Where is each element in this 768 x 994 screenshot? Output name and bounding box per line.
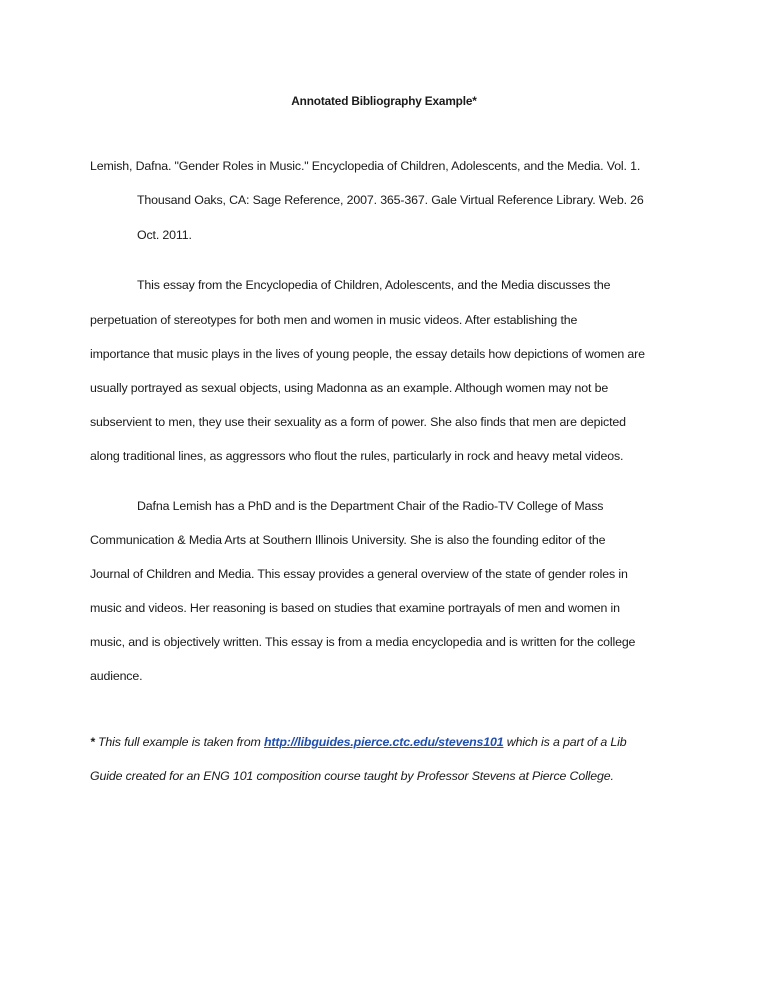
paragraph-1-line-1: This essay from the Encyclopedia of Children, Adolescents, and the Media discusses the (137, 278, 611, 292)
footnote-star: * (90, 735, 95, 749)
citation-line-3: Oct. 2011. (137, 228, 192, 242)
paragraph-1-line-6: along traditional lines, as aggressors who flout the rules, particularly in rock and heavy metal videos. (90, 449, 624, 463)
paragraph-1-line-2: perpetuation of stereotypes for both men and women in music videos. After establishing the (90, 313, 578, 327)
footnote-suffix: which is a part of a Lib (503, 735, 627, 749)
paragraph-1-line-4: usually portrayed as sexual objects, using Madonna as an example. Although women may not be (90, 381, 609, 395)
paragraph-2-line-5: music, and is objectively written. This essay is from a media encyclopedia and is written for the college (90, 635, 636, 649)
paragraph-2-line-4: music and videos. Her reasoning is based on studies that examine portrayals of men and women in (90, 601, 620, 615)
citation-line-2: Thousand Oaks, CA: Sage Reference, 2007. 365-367. Gale Virtual Reference Library. Web. 26 (137, 193, 644, 207)
citation-line-1: Lemish, Dafna. "Gender Roles in Music." Encyclopedia of Children, Adolescents, and the Media. Vol. 1. (90, 159, 641, 173)
paragraph-1-line-3: importance that music plays in the lives of young people, the essay details how depictions of women are (90, 347, 645, 361)
footnote-link[interactable]: http://libguides.pierce.ctc.edu/stevens101 (263, 735, 504, 749)
document-title: Annotated Bibliography Example* (291, 94, 477, 108)
paragraph-2-line-3: Journal of Children and Media. This essay provides a general overview of the state of gender roles in (90, 567, 628, 581)
paragraph-2-line-1: Dafna Lemish has a PhD and is the Department Chair of the Radio-TV College of Mass (137, 499, 604, 513)
footnote-prefix: This full example is taken from (94, 735, 264, 749)
paragraph-1-line-5: subservient to men, they use their sexuality as a form of power. She also finds that men are depicted (90, 415, 626, 429)
paragraph-2-line-6: audience. (90, 669, 143, 683)
footnote-line-1 (90, 734, 626, 750)
footnote-line-2: Guide created for an ENG 101 composition course taught by Professor Stevens at Pierce College. (90, 769, 614, 783)
paragraph-2-line-2: Communication & Media Arts at Southern Illinois University. She is also the founding editor of the (90, 533, 606, 547)
